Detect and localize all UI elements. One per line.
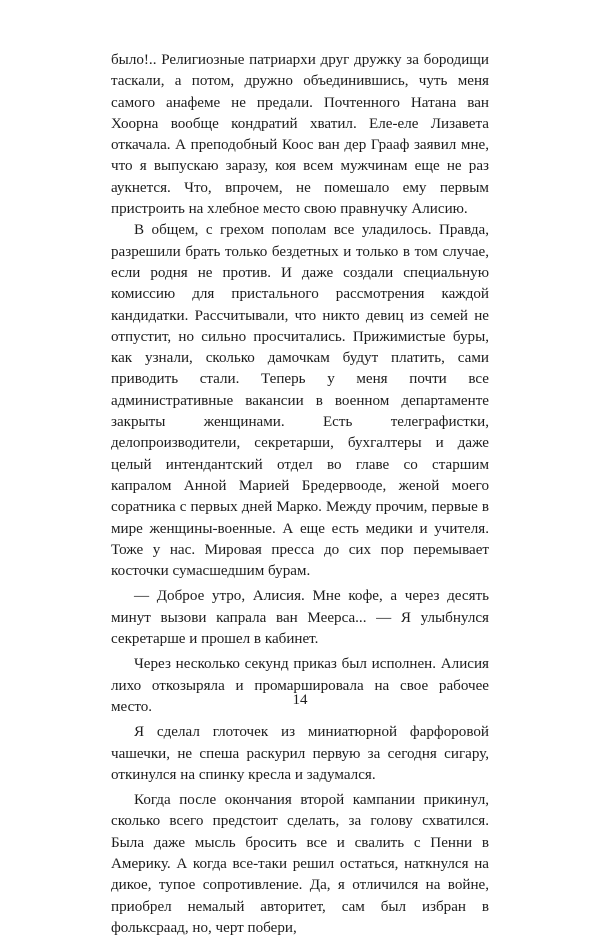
text-body bbox=[111, 50, 489, 939]
paragraph-general-affairs: В общем, с грехом пополам все уладилось. Правда, разрешили брать только бездетных и только в том случае, если родня не против. И даже создали специальную комиссию для пристального рассмотрения каждой кандидатки. Рассчитывали, что никто девиц из семей не отпустит, но сильно просчитались. Прижимистые буры, как узнали, сколько дамочкам будут платить, сами приводить стали. Теперь у меня почти все административные вакансии в военном департаменте закрыты женщинами. Есть телеграфистки, делопроизводители, секретарши, бухгалтеры и даже целый интендантский отдел во главе со старшим капралом Анной Марией Бредервооде, женой моего соратника с первых дней Марко. Между прочим, первые в мире женщины-военные. А еще есть медики и учителя. Тоже у нас. Мировая пресса до сих пор перемывает косточки сумасшедшим бурам. bbox=[111, 222, 489, 580]
paragraph-coffee-cigar: Я сделал глоточек из миниатюрной фарфоровой чашечки, не спеша раскурил первую за сегодня сигару, откинулся на спинку кресла и задумался. bbox=[111, 724, 489, 783]
paragraph-after-campaign: Когда после окончания второй кампании прикинул, сколько всего предстоит сделать, за голову схватился. Была даже мысль бросить все и свалить с Пенни в Америку. А когда все-таки решил остаться, наткнулся на дикое, тупое сопротивление. Да, я отличился на войне, приобрел немалый авторитет, сам был избран в фольксраад, но, черт побери, bbox=[111, 792, 489, 936]
paragraph-dialogue-alisia: — Доброе утро, Алисия. Мне кофе, а через десять минут вызови капрала ван Меерса... — Я улыбнулся секретарше и прошел в кабинет. bbox=[111, 588, 489, 648]
paragraph-continued: было!.. Религиозные патриархи друг дружку за бородищи таскали, а потом, дружно объединившись, чуть меня самого анафеме не предали. Почтенного Натана ван Хоорна вообще кондратий хватил. Еле-еле Лизавета откачала. А преподобный Коос ван дер Граaф заявил мне, что я выпускаю заразу, коя всем мужчинам еще не раз аукнется. Что, впрочем, не помешало ему первым пристроить на хлебное место свою правнучку Алисию. bbox=[111, 52, 489, 218]
page-number: 14 bbox=[292, 692, 308, 708]
paragraph-order-executed: Через несколько секунд приказ был исполнен. Алисия лихо откозыряла и промаршировала на свое рабочее место. bbox=[111, 656, 489, 715]
